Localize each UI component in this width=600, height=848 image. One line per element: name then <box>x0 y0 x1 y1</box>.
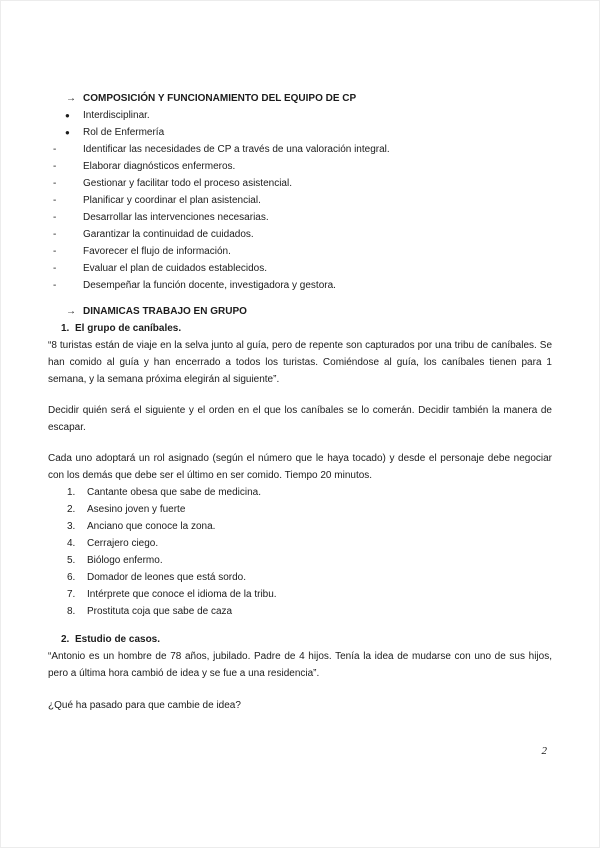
subheading-canibales <box>61 320 552 337</box>
dash-icon: - <box>53 280 57 291</box>
list-item-text: Favorecer el flujo de información. <box>83 246 231 257</box>
dash-icon: - <box>53 178 57 189</box>
dash-icon: - <box>53 246 57 257</box>
list-item-text: Planificar y coordinar el plan asistencial. <box>83 195 261 206</box>
list-item-number: 8. <box>67 606 76 617</box>
list-item-text: Intérprete que conoce el idioma de la tribu. <box>87 589 277 600</box>
dash-icon: - <box>53 161 57 172</box>
list-item <box>53 192 552 209</box>
paragraph-canibales-quote: “8 turistas están de viaje en la selva junto al guía, pero de repente son capturados por una tribu de caníbales. Se han comido al guía y han encerrado a todos los turistas. Comiéndose al guía, los caníbales tienen para 1 semana, y la semana próxima elegirán al siguiente”. <box>48 340 552 385</box>
subheading-number: 2. <box>61 634 70 645</box>
list-item-number: 5. <box>67 555 76 566</box>
subheading-text: El grupo de caníbales. <box>75 323 182 334</box>
list-item-text: Gestionar y facilitar todo el proceso asistencial. <box>83 178 292 189</box>
list-item-text: Elaborar diagnósticos enfermeros. <box>83 161 236 172</box>
arrow-icon: → <box>66 93 76 104</box>
bullet-icon: ● <box>65 128 70 137</box>
list-item-number: 6. <box>67 572 76 583</box>
list-item-number: 2. <box>67 504 76 515</box>
list-item-text: Evaluar el plan de cuidados establecidos. <box>83 263 268 274</box>
list-item <box>53 243 552 260</box>
list-item-text: Anciano que conoce la zona. <box>87 521 216 532</box>
list-item <box>53 158 552 175</box>
page-number: 2 <box>541 745 547 757</box>
list-item-text: Identificar las necesidades de CP a través de una valoración integral. <box>83 144 390 155</box>
document-content <box>48 90 552 714</box>
subheading-estudio <box>61 631 552 648</box>
paragraph-question: ¿Qué ha pasado para que cambie de idea? <box>48 700 241 711</box>
list-item <box>67 501 552 518</box>
paragraph-roles-intro: Cada uno adoptará un rol asignado (según el número que le haya tocado) y desde el personaje debe negociar con los demás que debe ser el último en ser comido. Tiempo 20 minutos. <box>48 453 552 481</box>
list-item-text: Desarrollar las intervenciones necesarias. <box>83 212 269 223</box>
list-item <box>67 586 552 603</box>
list-item-text: Rol de Enfermería <box>83 127 165 138</box>
list-item-text: Interdisciplinar. <box>83 110 150 121</box>
list-item <box>53 175 552 192</box>
list-item-number: 7. <box>67 589 76 600</box>
list-item <box>67 484 552 501</box>
subheading-text: Estudio de casos. <box>75 634 161 645</box>
list-item-text: Asesino joven y fuerte <box>87 504 186 515</box>
section-heading-dinamicas <box>66 303 552 320</box>
list-item <box>67 518 552 535</box>
list-item <box>53 209 552 226</box>
dash-icon: - <box>53 144 57 155</box>
dash-icon: - <box>53 263 57 274</box>
section-heading-composicion <box>66 90 552 107</box>
paragraph-estudio-quote: “Antonio es un hombre de 78 años, jubilado. Padre de 4 hijos. Tenía la idea de mudarse con uno de sus hijos, pero a última hora cambió de idea y se fue a una residencia”. <box>48 651 552 679</box>
list-item <box>67 603 552 620</box>
list-item-text: Cerrajero ciego. <box>87 538 159 549</box>
list-item <box>67 552 552 569</box>
list-item <box>65 107 552 124</box>
dash-icon: - <box>53 212 57 223</box>
list-item-text: Cantante obesa que sabe de medicina. <box>87 487 262 498</box>
dash-icon: - <box>53 229 57 240</box>
list-item-number: 4. <box>67 538 76 549</box>
arrow-icon: → <box>66 306 76 317</box>
bullet-icon: ● <box>65 111 70 120</box>
list-item-number: 1. <box>67 487 76 498</box>
list-item-number: 3. <box>67 521 76 532</box>
list-item <box>67 569 552 586</box>
list-item-text: Prostituta coja que sabe de caza <box>87 606 233 617</box>
section-heading-text: COMPOSICIÓN Y FUNCIONAMIENTO DEL EQUIPO DE CP <box>83 93 357 104</box>
list-item <box>67 535 552 552</box>
dash-icon: - <box>53 195 57 206</box>
list-item-text: Garantizar la continuidad de cuidados. <box>83 229 254 240</box>
list-item-text: Domador de leones que está sordo. <box>87 572 246 583</box>
list-item-text: Desempeñar la función docente, investigadora y gestora. <box>83 280 336 291</box>
list-item <box>53 226 552 243</box>
paragraph-decidir: Decidir quién será el siguiente y el orden en el que los caníbales se lo comerán. Decidir también la manera de escapar. <box>48 405 552 433</box>
subheading-number: 1. <box>61 323 70 334</box>
section-heading-text: DINAMICAS TRABAJO EN GRUPO <box>83 306 247 317</box>
list-item <box>65 124 552 141</box>
list-item <box>53 260 552 277</box>
list-item <box>53 277 552 294</box>
list-item <box>53 141 552 158</box>
list-item-text: Biólogo enfermo. <box>87 555 163 566</box>
